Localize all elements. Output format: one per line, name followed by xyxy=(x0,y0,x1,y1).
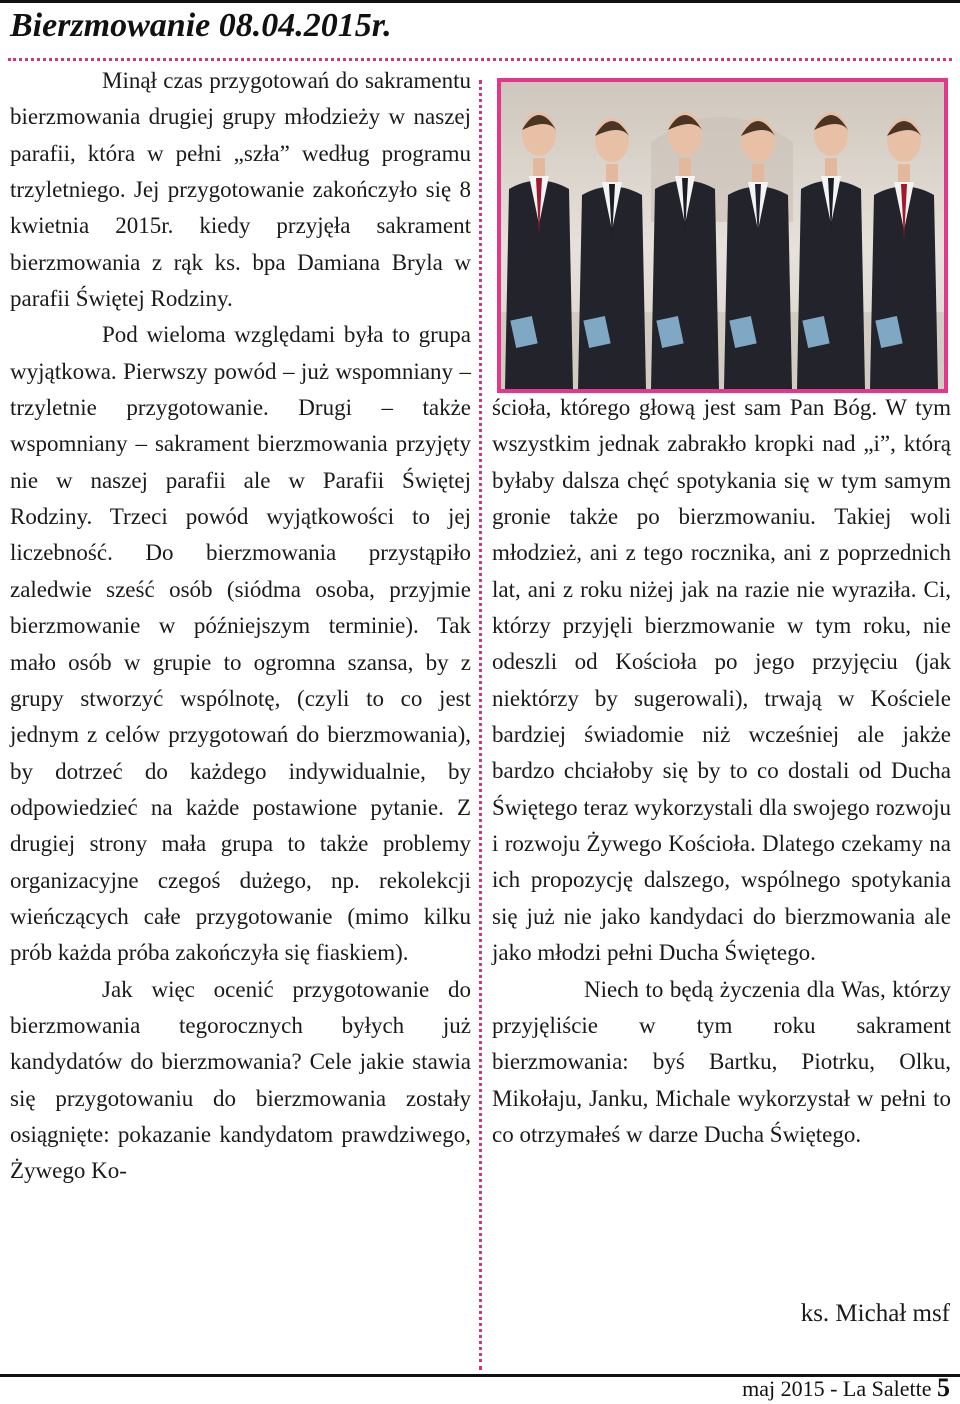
title-dotted-separator xyxy=(8,58,952,61)
paragraph-right-1: ścioła, którego głową jest sam Pan Bóg. W tym wszystkim jednak zabrakło kropki nad „i”, którą byłaby dalsza chęć spotykania się w tym samym gronie także po bierzmowaniu. Takiej woli młodzież, ani z tego rocznika, ani z poprzednich lat, ani z roku niżej jak na razie nie wyraziła. Ci, którzy przyjęli bierzmowanie w tym roku, nie odeszli od Kościoła po jego przyjęciu (jak niektórzy by sugerowali), trwają w Kościele bardziej świadomie niż wcześniej ale jakże bardzo chciałoby się by to co dostali od Ducha Świętego teraz wykorzystali dla swojego rozwoju i rozwoju Żywego Kościoła. Dlatego czekamy na ich propozycję dalszego, wspólnego spotykania się już nie jako kandydaci do bierzmowania ale jako młodzi pełni Ducha Świętego. xyxy=(492,395,951,966)
left-column xyxy=(10,63,471,1190)
confirmation-group-illustration xyxy=(501,82,944,389)
paragraph-left-2: Pod wieloma względami była to grupa wyjątkowa. Pierwszy powód – już wspomniany – trzyletnie przygotowanie. Drugi – także wspomniany – sakrament bierzmowania przyjęty nie w naszej parafii ale w Parafii Świętej Rodziny. Trzeci powód wyjątkowości to jej liczebność. Do bierzmowania przystąpiło zaledwie sześć osób (siódma osoba, przyjmie bierzmowanie w późniejszym terminie). Tak mało osób w grupie to ogromna szansa, by z grupy stworzyć wspólnotę, (czyli to co jest jednym z celów przygotowań do bierzmowania), by dotrzeć do każdego indywidualnie, by odpowiedzieć na każde postawione pytanie. Z drugiej strony mała grupa to także problemy organizacyjne czegoś dużego, np. rekolekcji wieńczących całe przygotowanie (mimo kilku prób każda próba zakończyła się fiaskiem). xyxy=(10,322,471,966)
author-signature: ks. Michał msf xyxy=(800,1300,950,1327)
paragraph-left-3: Jak więc ocenić przygotowanie do bierzmowania tegorocznych byłych już kandydatów do bierzmowania? Cele jakie stawia się przygotowaniu do bierzmowania zostały osiągnięte: pokazanie kandydatom prawdziwego, Żywego Ko- xyxy=(10,976,471,1184)
page-number: 5 xyxy=(937,1373,950,1402)
group-photo xyxy=(497,78,948,393)
paragraph-right-2: Niech to będą życzenia dla Was, którzy przyjęliście w tym roku sakrament bierzmowania: byś Bartku, Piotrku, Olku, Mikołaju, Janku, Michale wykorzystał w pełni to co otrzymałeś w darze Ducha Świętego. xyxy=(492,976,951,1147)
article-title: Bierzmowanie 08.04.2015r. xyxy=(10,7,392,44)
top-rule xyxy=(0,0,960,3)
page-footer xyxy=(742,1374,950,1403)
paragraph-left-1: Minął czas przygotowań do sakramentu bierzmowania drugiej grupy młodzieży w naszej parafii, która w pełni „szła” według programu trzyletniego. Jej przygotowanie zakończyło się 8 kwietnia 2015r. kiedy przyjęła sakrament bierzmowania z rąk ks. bpa Damiana Bryla w parafii Świętej Rodziny. xyxy=(10,68,471,312)
column-dotted-divider xyxy=(479,80,482,1370)
right-column xyxy=(492,390,951,1153)
footer-issue: maj 2015 - La Salette xyxy=(742,1376,937,1401)
